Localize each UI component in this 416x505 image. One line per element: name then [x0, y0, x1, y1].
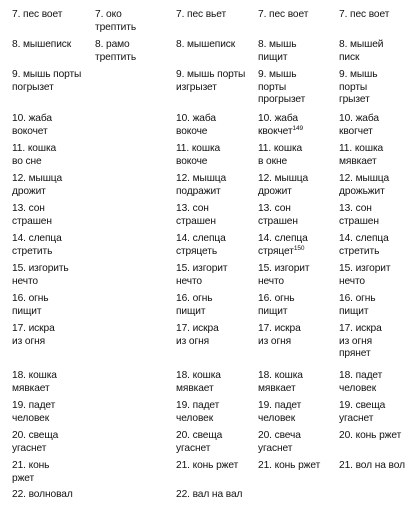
cell-line: человек [12, 412, 50, 424]
cell-line: 7. пес вьет [176, 9, 227, 20]
cell-line: человек [176, 412, 214, 424]
cell-line: писк [339, 51, 360, 63]
cell-line: квогчет [339, 125, 373, 137]
table-cell [258, 400, 301, 425]
cell-line: пищит [12, 305, 42, 317]
cell-line: 21. конь ржет [176, 460, 239, 471]
cell-line: 17. искра [339, 323, 382, 334]
cell-line: стряцеть [176, 245, 218, 257]
cell-line: 10. жаба [339, 113, 379, 124]
cell-line: трептить [95, 21, 137, 33]
cell-line: 13. сон [176, 203, 209, 214]
table-cell [258, 9, 308, 22]
cell-line: 10. жаба [12, 113, 52, 124]
cell-line: 15. изгорить [12, 263, 69, 274]
cell-line: 20. свеща [176, 430, 223, 441]
table-cell [339, 293, 376, 318]
cell-line: 14. слепца [258, 233, 308, 244]
cell-line: трептить [95, 51, 137, 63]
cell-line: 7. пес воет [258, 9, 309, 20]
cell-line: пищит [339, 305, 369, 317]
cell-line: в окне [258, 155, 288, 167]
cell-line: 20. свеча [258, 430, 301, 441]
table-cell [339, 370, 382, 395]
footnote-mark: 150 [293, 244, 305, 252]
table-cell [176, 9, 226, 22]
cell-line: 14. слепца [176, 233, 226, 244]
table-cell [339, 143, 383, 168]
cell-line: изгрызет [176, 81, 217, 93]
cell-line: пищит [258, 305, 288, 317]
table-cell [176, 400, 219, 425]
cell-line: 8. мышь [258, 39, 297, 50]
cell-line: 20. свеща [12, 430, 59, 441]
table-cell [176, 113, 216, 138]
table-cell [12, 69, 81, 94]
table-cell [176, 489, 242, 502]
cell-line: из огня [258, 335, 292, 347]
cell-line: вокоче [176, 125, 208, 137]
cell-line: 17. искра [258, 323, 301, 334]
cell-line: 14. слепца [12, 233, 62, 244]
table-cell [12, 460, 49, 485]
cell-line: 18. кошка [176, 370, 221, 381]
cell-line: 21. конь ржет [258, 460, 321, 471]
cell-line: 16. огнь [258, 293, 295, 304]
table-cell [12, 9, 62, 22]
cell-line: 11. кошка [339, 143, 384, 154]
cell-line: 9. мышь [339, 69, 378, 80]
cell-line: 11. кошка [258, 143, 303, 154]
cell-line: нечто [12, 275, 38, 287]
table-cell [12, 173, 62, 198]
table-cell [258, 370, 303, 395]
table-cell [12, 370, 57, 395]
table-cell [339, 113, 379, 138]
table-cell [12, 430, 58, 455]
cell-line: 8. мышеписк [176, 39, 236, 50]
cell-line: прогрызет [258, 94, 306, 105]
table-cell [12, 113, 52, 138]
footnote-mark: 149 [292, 124, 304, 132]
cell-line: 8. рамо [95, 39, 130, 50]
cell-line: нечто [339, 275, 365, 287]
table-cell [95, 39, 136, 64]
cell-line: порты [258, 81, 287, 93]
table-cell [258, 460, 320, 473]
table-cell [258, 233, 308, 258]
table-cell [258, 39, 296, 64]
cell-line: 7. пес воет [339, 9, 390, 20]
cell-line: угаснет [176, 442, 211, 454]
cell-line: дрожьжит [339, 185, 385, 197]
cell-line: из огня [176, 335, 210, 347]
cell-line: человек [339, 382, 377, 394]
table-cell [258, 263, 309, 288]
cell-line: 15. изгорит [339, 263, 391, 274]
table-cell [339, 400, 385, 425]
table-cell [176, 39, 235, 52]
cell-line: мявкает [258, 382, 296, 394]
cell-line: из огня [339, 335, 373, 347]
cell-line: ржет [12, 472, 35, 484]
table-cell [258, 69, 305, 107]
cell-line: 17. искра [176, 323, 219, 334]
cell-line: 19. свеща [339, 400, 386, 411]
table-cell [176, 323, 219, 348]
table-cell [176, 293, 213, 318]
cell-line: порты [339, 81, 368, 93]
table-cell [176, 173, 226, 198]
cell-line: 15. изгорит [258, 263, 310, 274]
table-cell [339, 9, 389, 22]
cell-line: 12. мышца [258, 173, 309, 184]
cell-line: 10. жаба [176, 113, 216, 124]
cell-line: стретить [339, 245, 380, 257]
cell-line: 14. слепца [339, 233, 389, 244]
table-cell [339, 203, 379, 228]
cell-line: 9. мышь [258, 69, 297, 80]
cell-line: грызет [339, 94, 370, 105]
cell-line: 19. падет [258, 400, 302, 411]
cell-line: вокочет [12, 125, 48, 137]
cell-line: человек [258, 412, 296, 424]
cell-line: страшен [258, 215, 298, 227]
cell-line: 7. око [95, 9, 122, 20]
table-cell [12, 489, 73, 502]
cell-line: прянет [339, 348, 371, 359]
cell-line: вокоче [176, 155, 208, 167]
table-cell [176, 460, 238, 473]
table-cell [176, 233, 226, 258]
cell-line: 18. падет [339, 370, 383, 381]
table-cell [12, 400, 55, 425]
cell-line: страшен [339, 215, 379, 227]
cell-line: 11. кошка [12, 143, 57, 154]
cell-line: стряцет$^{150}$ [258, 244, 305, 257]
cell-line: 11. кошка [176, 143, 221, 154]
table-cell [12, 233, 62, 258]
cell-line: 9. мышь порты [176, 69, 246, 80]
cell-line: квокчет$^{149}$ [258, 124, 304, 137]
table-cell [12, 203, 52, 228]
cell-line: пищит [176, 305, 206, 317]
cell-line: 13. сон [12, 203, 45, 214]
cell-line: 16. огнь [339, 293, 376, 304]
cell-line: угаснет [339, 412, 374, 424]
table-cell [12, 39, 71, 52]
cell-line: 22. волновал [12, 489, 73, 500]
table-cell [258, 173, 308, 198]
cell-line: пищит [258, 51, 288, 63]
table-cell [95, 9, 136, 34]
cell-line: 16. огнь [176, 293, 213, 304]
table-cell [258, 430, 301, 455]
table-cell [176, 430, 222, 455]
cell-line: 21. конь [12, 460, 50, 471]
table-cell [339, 233, 389, 258]
table-cell [176, 263, 227, 288]
cell-line: 17. искра [12, 323, 55, 334]
cell-line: 19. падет [176, 400, 220, 411]
cell-line: 13. сон [258, 203, 291, 214]
cell-line: 21. вол на вол [339, 460, 405, 471]
cell-line: страшен [12, 215, 52, 227]
cell-line: погрызет [12, 81, 54, 93]
cell-line: 12. мышца [176, 173, 227, 184]
table-cell [339, 430, 401, 443]
cell-line: нечто [176, 275, 202, 287]
table-cell [176, 370, 221, 395]
cell-line: во сне [12, 155, 42, 167]
table-cell [176, 69, 245, 94]
table-cell [12, 263, 69, 288]
table-cell [339, 263, 390, 288]
cell-line: мявкает [339, 155, 377, 167]
table-cell [258, 323, 301, 348]
cell-line: дрожит [258, 185, 292, 197]
cell-line: 15. изгорит [176, 263, 228, 274]
cell-line: угаснет [12, 442, 47, 454]
table-cell [258, 293, 295, 318]
cell-line: 18. кошка [12, 370, 57, 381]
cell-line: 8. мышеписк [12, 39, 72, 50]
cell-line: 19. падет [12, 400, 56, 411]
cell-line: 7. пес воет [12, 9, 63, 20]
cell-line: подражит [176, 185, 221, 197]
table-cell [12, 293, 49, 318]
table-cell [339, 39, 383, 64]
table-cell [339, 323, 382, 361]
cell-line: 10. жаба [258, 113, 298, 124]
cell-line: угаснет [258, 442, 293, 454]
cell-line: 18. кошка [258, 370, 303, 381]
cell-line: дрожит [12, 185, 46, 197]
table-cell [12, 143, 56, 168]
cell-line: 12. мышца [339, 173, 390, 184]
cell-line: мявкает [176, 382, 214, 394]
table-cell [258, 143, 302, 168]
cell-line: 16. огнь [12, 293, 49, 304]
table-cell [176, 203, 216, 228]
cell-line: стретить [12, 245, 53, 257]
cell-line: 8. мышей [339, 39, 384, 50]
table-cell [176, 143, 220, 168]
cell-line: 12. мышца [12, 173, 63, 184]
cell-line: мявкает [12, 382, 50, 394]
cell-line: 20. конь ржет [339, 430, 402, 441]
table-cell [339, 173, 389, 198]
table-cell [258, 113, 303, 138]
cell-line: нечто [258, 275, 284, 287]
cell-line: 9. мышь порты [12, 69, 82, 80]
table-cell [339, 460, 405, 473]
cell-line: 13. сон [339, 203, 372, 214]
cell-line: страшен [176, 215, 216, 227]
table-cell [12, 323, 55, 348]
cell-line: 22. вал на вал [176, 489, 243, 500]
cell-line: из огня [12, 335, 46, 347]
table-cell [339, 69, 377, 107]
table-cell [258, 203, 298, 228]
